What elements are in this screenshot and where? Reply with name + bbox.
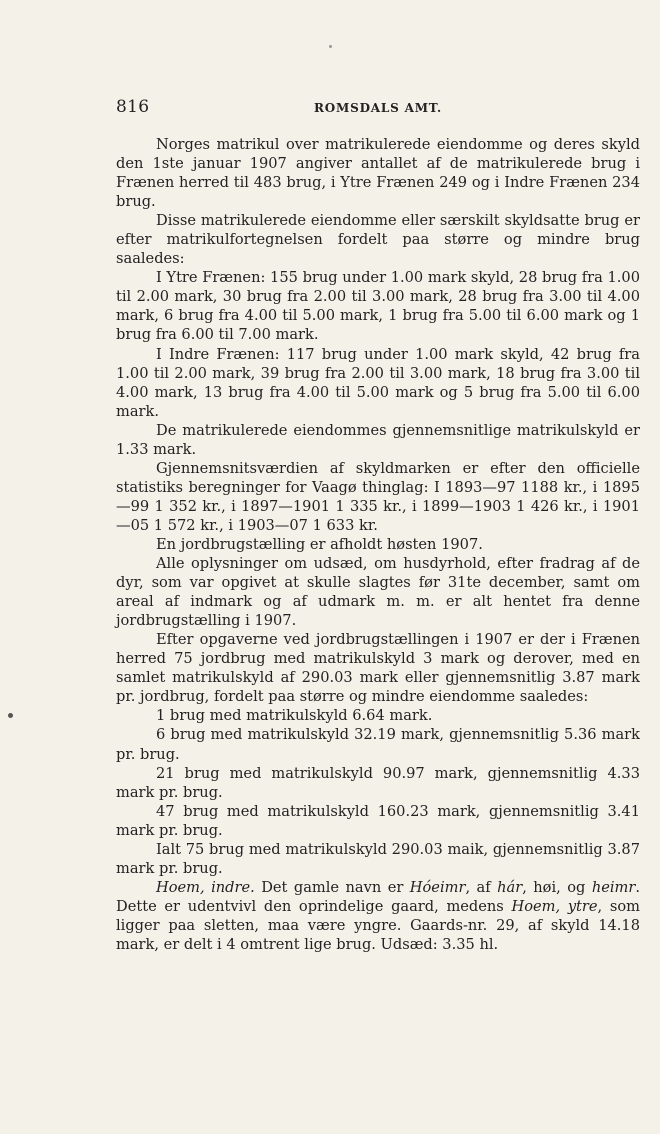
list-item: 6 brug med matrikulskyld 32.19 mark, gjennemsnitlig 5.36 mark pr. brug. <box>116 726 640 763</box>
farm-ytre: Hoem, ytre <box>511 897 598 915</box>
running-title: ROMSDALS AMT. <box>314 101 442 115</box>
word-har: hár <box>497 878 523 896</box>
text-span: Det gamle navn er <box>254 878 410 896</box>
list-item: 47 brug med matrikulskyld 160.23 mark, gjennemsnitlig 3.41 mark pr. brug. <box>116 802 640 839</box>
list-item: Ialt 75 brug med matrikulskyld 290.03 maik, gjennemsnitlig 3.87 mark pr. brug. <box>116 840 640 877</box>
list-item: 1 brug med matrikulskyld 6.64 mark. <box>156 707 433 725</box>
text-span: . Dette er udentvivl den oprindelige gaard, medens <box>116 878 640 915</box>
margin-dot <box>8 713 13 718</box>
paragraph: En jordbrugstælling er afholdt høsten 1907. <box>156 535 483 553</box>
paragraph: Norges matrikul over matrikulerede eiendomme og deres skyld den 1ste januar 1907 angiver antallet af de matrikulerede brug i Frænen herred til 483 brug, i Ytre Frænen 249 og i Indre Frænen 234 brug. <box>116 136 640 211</box>
page-number: 816 <box>116 97 150 117</box>
text-span: , af <box>465 878 498 896</box>
farm-entry <box>116 878 640 954</box>
paragraph: Alle oplysninger om udsæd, om husdyrhold, efter fradrag af de dyr, som var opgivet at skulle slagtes før 31te december, samt om areal af indmark og af udmark m. m. er alt hentet fra denne jordbrugstælling i 1907. <box>116 555 640 630</box>
paragraph: Gjennemsnitsværdien af skyldmarken er efter den officielle statistiks beregninger for Vaagø thinglag: I 1893—97 1188 kr., i 1895—99 1 352 kr., i 1897—1901 1 335 kr., i 1899—1903 1 426 kr., i 1901—05 1 572 kr., i 1903—07 1 633 kr. <box>116 459 640 534</box>
farm-title: Hoem, indre. <box>156 878 255 896</box>
text-span: , som ligger paa sletten, maa være yngre. Gaards-nr. 29, af skyld 14.18 mark, er delt i 4 omtrent lige brug. Udsæd: 3.35 hl. <box>116 897 640 953</box>
paragraph: I Indre Frænen: 117 brug under 1.00 mark skyld, 42 brug fra 1.00 til 2.00 mark, 39 brug fra 2.00 til 3.00 mark, 18 brug fra 3.00 til 4.00 mark, 13 brug fra 4.00 til 5.00 mark og 5 brug fra 5.00 til 6.00 mark. <box>116 345 640 420</box>
paragraph: De matrikulerede eiendommes gjennemsnitlige matrikulskyld er 1.33 mark. <box>116 421 640 458</box>
speck <box>329 45 332 48</box>
body-text <box>116 135 640 954</box>
word-heimr: heimr <box>591 878 636 896</box>
text-span: , høi, og <box>522 878 592 896</box>
old-name: Hóeimr <box>409 878 466 896</box>
paragraph: I Ytre Frænen: 155 brug under 1.00 mark skyld, 28 brug fra 1.00 til 2.00 mark, 30 brug fra 2.00 til 3.00 mark, 28 brug fra 3.00 til 4.00 mark, 6 brug fra 4.00 til 5.00 mark, 1 brug fra 5.00 til 6.00 mark og 1 brug fra 6.00 til 7.00 mark. <box>116 269 640 344</box>
list-item: 21 brug med matrikulskyld 90.97 mark, gjennemsnitlig 4.33 mark pr. brug. <box>116 764 640 801</box>
paragraph: Efter opgaverne ved jordbrugstællingen i 1907 er der i Frænen herred 75 jordbrug med matrikulskyld 3 mark og derover, med en samlet matrikulskyld af 290.03 mark eller gjennemsnitlig 3.87 mark pr. jordbrug, fordelt paa større og mindre eiendomme saaledes: <box>116 631 640 706</box>
paragraph: Disse matrikulerede eiendomme eller særskilt skyldsatte brug er efter matrikulfortegnelsen fordelt paa større og mindre brug saaledes: <box>116 212 640 268</box>
